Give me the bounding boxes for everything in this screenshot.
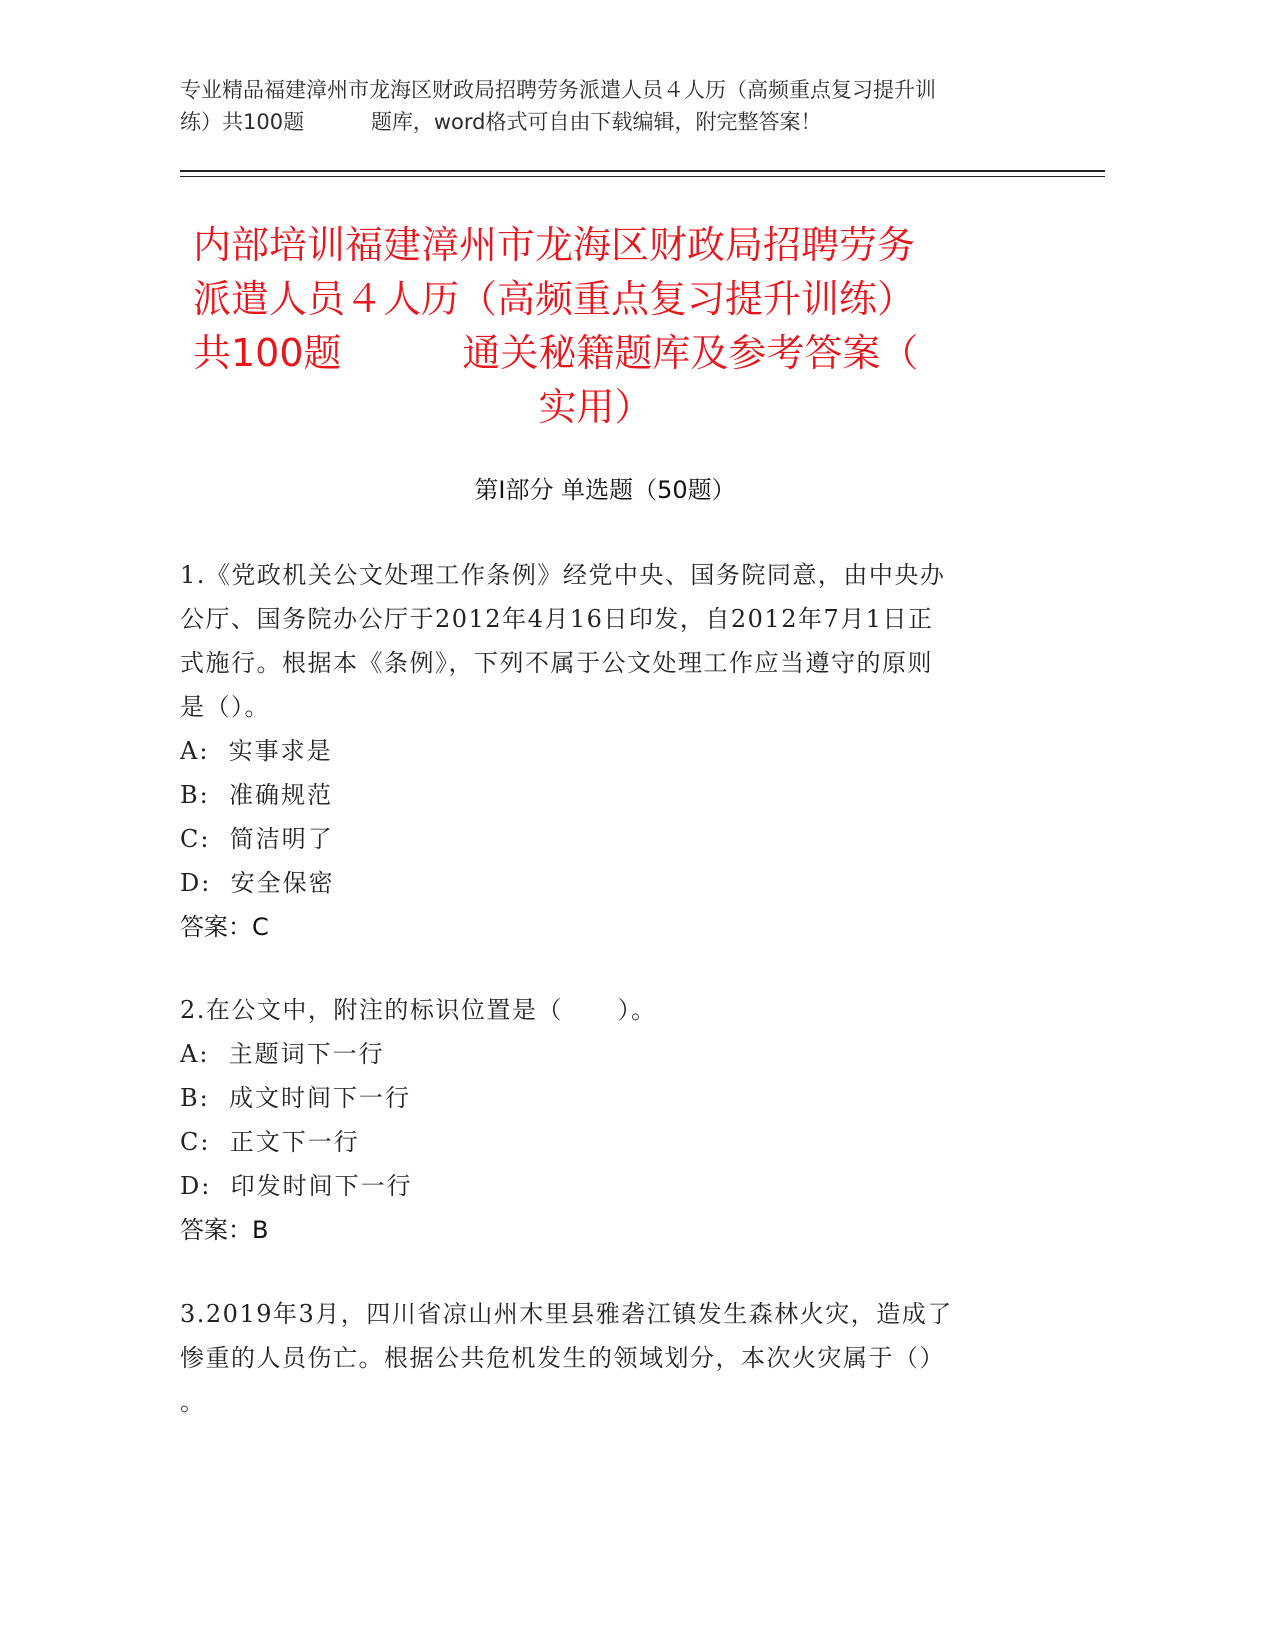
question-2-answer: 答案：B bbox=[180, 1216, 269, 1244]
question-3 bbox=[180, 1292, 1040, 1424]
question-2-option-c: C: 正文下一行 bbox=[180, 1128, 360, 1156]
question-2 bbox=[180, 988, 1040, 1252]
header-line-1: 专业精品福建漳州市龙海区财政局招聘劳务派遣人员４人历（高频重点复习提升训 bbox=[180, 78, 936, 102]
title-line-3: 共100题 通关秘籍题库及参考答案（ bbox=[193, 331, 919, 375]
question-3-line-2: 惨重的人员伤亡。根据公共危机发生的领域划分，本次火灾属于（） bbox=[180, 1344, 945, 1372]
question-1-line-1: 1.《党政机关公文处理工作条例》经党中央、国务院同意，由中央办 bbox=[180, 561, 946, 589]
header-line-2: 练）共100题 题库，word格式可自由下载编辑，附完整答案！ bbox=[180, 110, 822, 134]
question-1-option-a: A: 实事求是 bbox=[180, 737, 333, 765]
question-2-option-b: B: 成文时间下一行 bbox=[180, 1084, 411, 1112]
section-heading: 第Ⅰ部分 单选题（50题） bbox=[474, 476, 736, 504]
question-1-answer: 答案：C bbox=[180, 913, 269, 941]
document-header bbox=[180, 74, 1050, 138]
question-1-line-2: 公厅、国务院办公厅于2012年4月16日印发，自2012年7月1日正 bbox=[180, 605, 934, 633]
document-title bbox=[193, 218, 1028, 434]
question-1-line-4: 是（）。 bbox=[180, 693, 270, 721]
question-1 bbox=[180, 553, 1040, 949]
header-divider-thick bbox=[180, 170, 1105, 172]
question-1-line-3: 式施行。根据本《条例》，下列不属于公文处理工作应当遵守的原则 bbox=[180, 649, 933, 677]
question-1-option-b: B: 准确规范 bbox=[180, 781, 333, 809]
question-2-option-d: D: 印发时间下一行 bbox=[180, 1172, 413, 1200]
title-line-4: 实用） bbox=[538, 385, 653, 429]
question-1-option-c: C: 简洁明了 bbox=[180, 825, 334, 853]
header-divider-thin bbox=[180, 176, 1105, 177]
question-1-option-d: D: 安全保密 bbox=[180, 869, 335, 897]
question-3-line-3: 。 bbox=[180, 1388, 206, 1416]
question-2-line-1: 2.在公文中，附注的标识位置是（ ）。 bbox=[180, 996, 657, 1024]
question-2-option-a: A: 主题词下一行 bbox=[180, 1040, 385, 1068]
title-line-1: 内部培训福建漳州市龙海区财政局招聘劳务 bbox=[193, 223, 916, 267]
title-line-2: 派遣人员４人历（高频重点复习提升训练） bbox=[193, 277, 916, 321]
question-3-line-1: 3.2019年3月，四川省凉山州木里县雅砻江镇发生森林火灾，造成了 bbox=[180, 1300, 953, 1328]
